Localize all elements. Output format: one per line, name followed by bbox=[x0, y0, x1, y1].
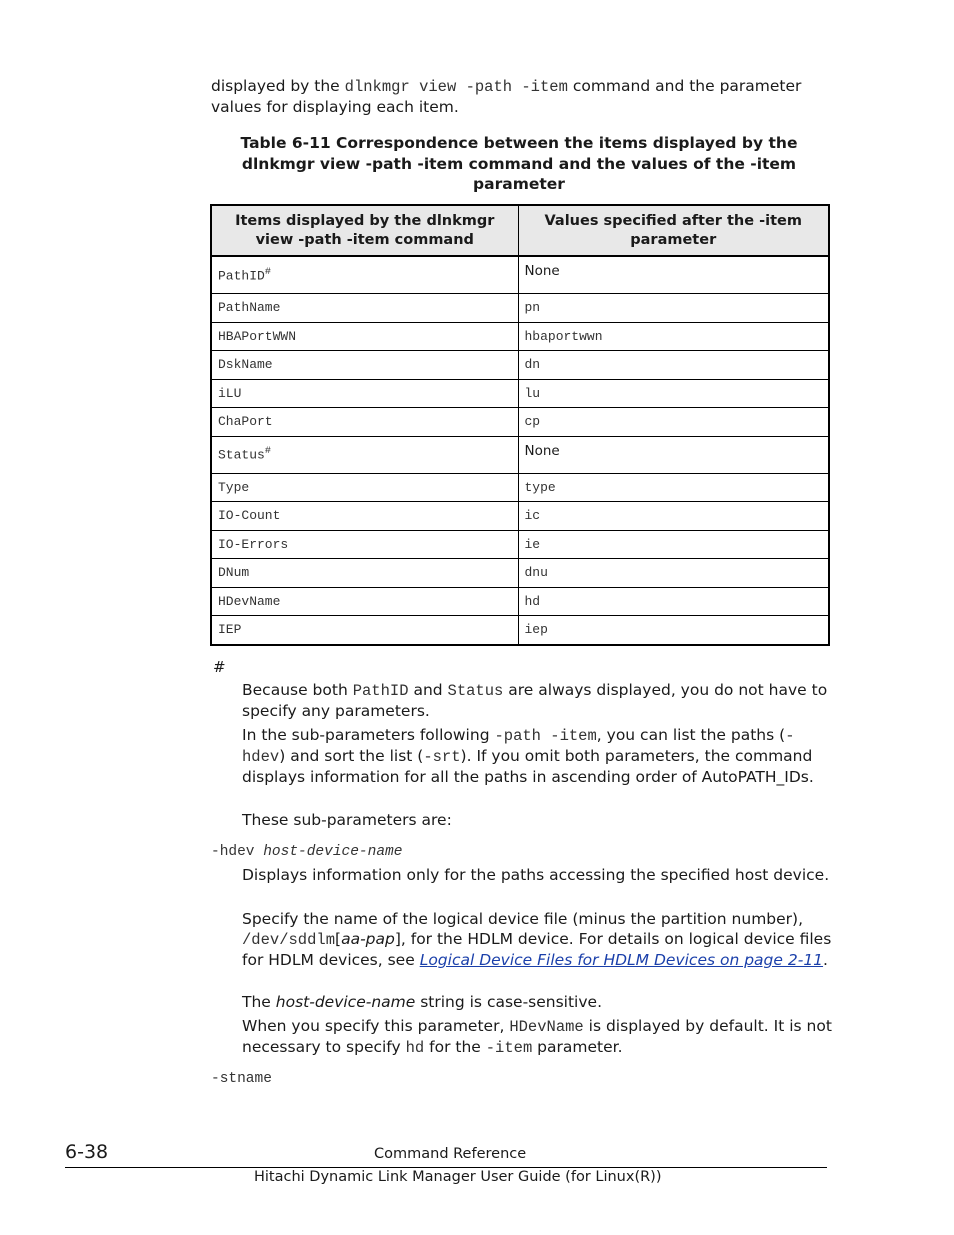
table-cell-item: DNum bbox=[211, 559, 518, 588]
table-cell-item: PathName bbox=[211, 294, 518, 323]
table-cell-item: PathID# bbox=[211, 256, 518, 294]
code-status: Status bbox=[447, 682, 504, 700]
table-cell-value: dnu bbox=[518, 559, 829, 588]
intro-text-end: command and the parameter values for displaying each item. bbox=[211, 77, 802, 116]
table-header-values: Values specified after the -item parameter bbox=[518, 205, 829, 256]
table-cell-item: Status# bbox=[211, 436, 518, 473]
footnote-mark: # bbox=[213, 658, 226, 676]
table-row bbox=[211, 256, 829, 294]
table-cell-item: ChaPort bbox=[211, 408, 518, 437]
code-item: -item bbox=[485, 1039, 533, 1057]
table-cell-value: lu bbox=[518, 379, 829, 408]
table-row bbox=[211, 559, 829, 588]
page-number: 6-38 bbox=[65, 1141, 109, 1163]
table-cell-item: IEP bbox=[211, 616, 518, 645]
stname-term: -stname bbox=[211, 1071, 272, 1087]
code-hdevname: HDevName bbox=[509, 1018, 584, 1036]
intro-text: displayed by the bbox=[211, 77, 345, 95]
code-dev-sddlm: /dev/sddlm bbox=[242, 931, 336, 949]
table-cell-value: hbaportwwn bbox=[518, 322, 829, 351]
table-cell-value: type bbox=[518, 473, 829, 502]
code-hd: hd bbox=[405, 1039, 425, 1057]
code-srt: -srt bbox=[423, 748, 461, 766]
intro-paragraph bbox=[211, 76, 831, 117]
table-header-row bbox=[211, 205, 829, 256]
hdev-paragraph-3: The host-device-name string is case-sensitive. bbox=[242, 993, 603, 1011]
logical-device-files-link[interactable]: Logical Device Files for HDLM Devices on page 2-11 bbox=[419, 951, 824, 969]
table-cell-value: ic bbox=[518, 502, 829, 531]
table-cell-value: None bbox=[518, 436, 829, 473]
note-paragraph-3: These sub-parameters are: bbox=[242, 811, 452, 829]
footer-section: Command Reference bbox=[374, 1146, 527, 1162]
hdev-paragraph-2: Specify the name of the logical device file (minus the partition number), /dev/sddlm[aa-pap], for the HDLM device. For details on logical device files for HDLM devices, see Logical Device Files for HDLM Devices on page 2-11. bbox=[242, 910, 832, 969]
table-row bbox=[211, 502, 829, 531]
table-cell-value: dn bbox=[518, 351, 829, 380]
table-row bbox=[211, 379, 829, 408]
table-row bbox=[211, 436, 829, 473]
table-cell-value: None bbox=[518, 256, 829, 294]
table-cell-item: IO-Count bbox=[211, 502, 518, 531]
table-cell-value: hd bbox=[518, 587, 829, 616]
footer-book-title: Hitachi Dynamic Link Manager User Guide (for Linux(R)) bbox=[254, 1169, 662, 1185]
table-row bbox=[211, 408, 829, 437]
table-row bbox=[211, 473, 829, 502]
footnote-marker: # bbox=[264, 266, 271, 278]
code-hdev: -hdev bbox=[242, 727, 795, 766]
table-cell-value: cp bbox=[518, 408, 829, 437]
code-path-item: -path -item bbox=[494, 727, 597, 745]
footer-divider bbox=[65, 1167, 827, 1168]
code-pathid: PathID bbox=[352, 682, 409, 700]
note-paragraph-2: In the sub-parameters following -path -item, you can list the paths (-hdev) and sort the list (-srt). If you omit both parameters, the command displays information for all the paths in ascending order of AutoPATH_IDs. bbox=[242, 726, 814, 786]
table-caption: Table 6-11 Correspondence between the items displayed by the dlnkmgr view -path -item command and the values of the -item parameter bbox=[240, 134, 798, 193]
table-cell-item: iLU bbox=[211, 379, 518, 408]
intro-command: dlnkmgr view -path -item bbox=[344, 78, 568, 96]
table-cell-value: pn bbox=[518, 294, 829, 323]
correspondence-table bbox=[210, 204, 830, 646]
table-cell-value: iep bbox=[518, 616, 829, 645]
table-row bbox=[211, 294, 829, 323]
footnote-marker: # bbox=[264, 446, 271, 458]
table-row bbox=[211, 351, 829, 380]
table-cell-item: DskName bbox=[211, 351, 518, 380]
table-row bbox=[211, 322, 829, 351]
table-cell-item: IO-Errors bbox=[211, 530, 518, 559]
table-header-items: Items displayed by the dlnkmgr view -path -item command bbox=[211, 205, 518, 256]
hdev-paragraph-1: Displays information only for the paths accessing the specified host device. bbox=[242, 866, 830, 884]
table-cell-item: HBAPortWWN bbox=[211, 322, 518, 351]
hdev-paragraph-4: When you specify this parameter, HDevName is displayed by default. It is not necessary to specify hd for the -item parameter. bbox=[242, 1017, 832, 1057]
note-paragraph-1: Because both PathID and Status are always displayed, you do not have to specify any parameters. bbox=[242, 681, 828, 720]
table-row bbox=[211, 587, 829, 616]
table-cell-value: ie bbox=[518, 530, 829, 559]
table-cell-item: HDevName bbox=[211, 587, 518, 616]
hdev-term: -hdev host-device-name bbox=[211, 844, 403, 860]
table-row bbox=[211, 530, 829, 559]
table-row bbox=[211, 616, 829, 645]
table-cell-item: Type bbox=[211, 473, 518, 502]
